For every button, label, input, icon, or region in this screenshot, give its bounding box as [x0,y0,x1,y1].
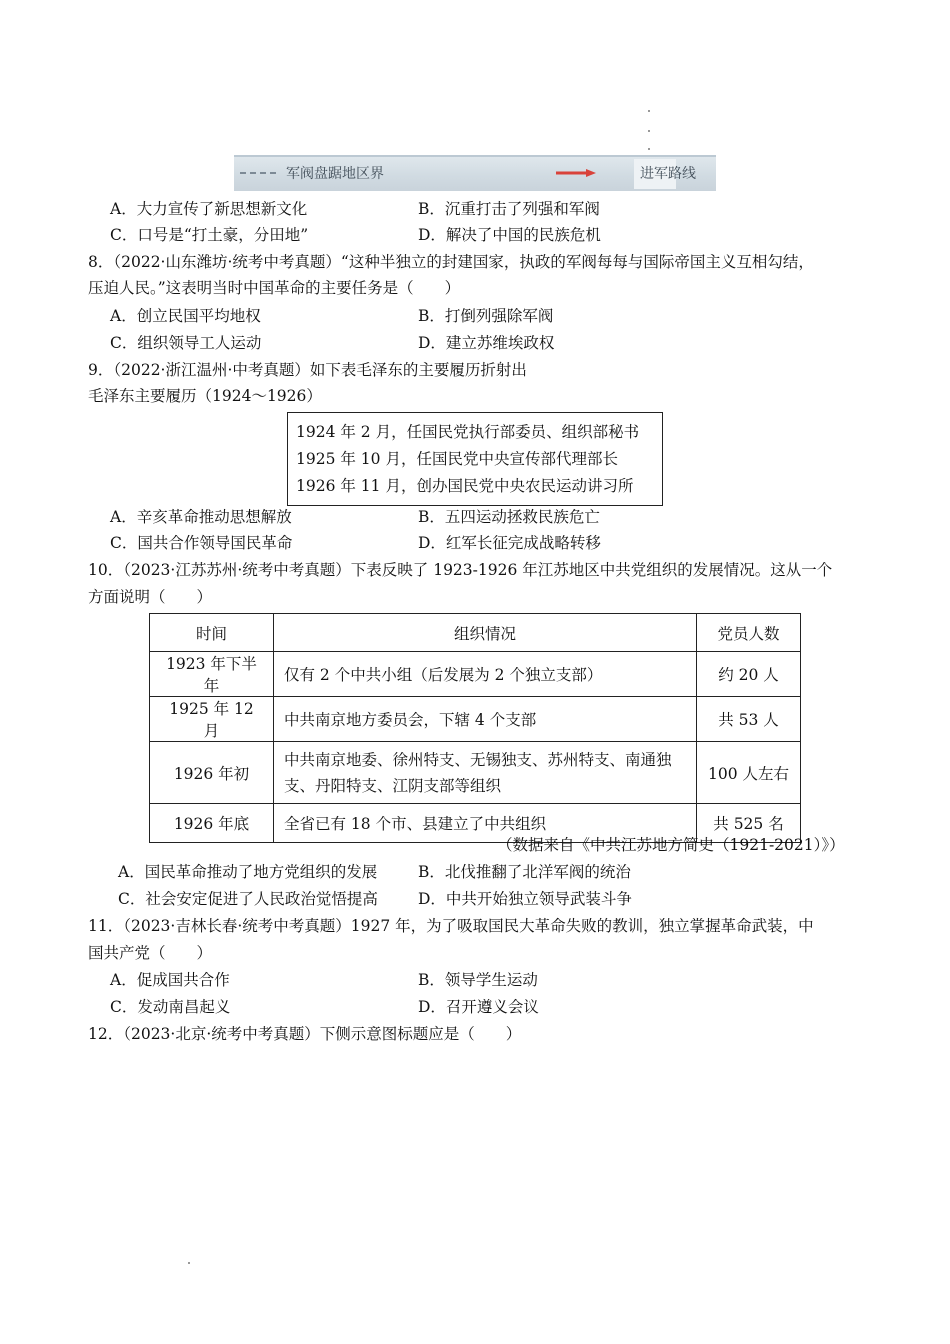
q9-resume-box [287,412,663,506]
q9-stem: 9．（2022·浙江温州·中考真题）如下表毛泽东的主要履历折射出 [88,361,527,379]
q8-stem-line1: 8．（2022·山东潍坊·统考中考真题）“这种半独立的封建国家，执政的军阀每每与国际帝国主义互相勾结， [88,253,814,271]
q11-stem-line2: 国共产党（ ） [88,944,213,962]
table-cell-time: 1926 年初 [150,742,274,804]
q10-table [149,613,801,843]
table-header-cell: 时间 [150,614,274,652]
q11-option-d[interactable]: D．召开遵义会议 [418,998,539,1016]
q8-option-a[interactable]: A．创立民国平均地权 [110,307,261,325]
q11-option-c[interactable]: C．发动南昌起义 [110,998,231,1016]
table-row [150,697,801,742]
table-cell-time: 1925 年 12 月 [150,697,274,742]
scan-dot [648,110,650,112]
q8-option-c[interactable]: C．组织领导工人运动 [110,334,262,352]
q10-source-note: （数据来自《中共江苏地方简史（1921-2021）》） [497,836,845,854]
q8-option-b[interactable]: B．打倒列强除军阀 [418,307,554,325]
q10-option-c[interactable]: C．社会安定促进了人民政治觉悟提高 [118,890,378,908]
q10-option-a[interactable]: A．国民革命推动了地方党组织的发展 [118,863,378,881]
q10-stem-line1: 10．（2023·江苏苏州·统考中考真题）下表反映了 1923-1926 年江苏地区中共党组织的发展情况。这从一个 [88,561,833,579]
table-header-cell: 组织情况 [274,614,697,652]
legend-route-label: 进军路线 [640,166,696,182]
table-header-row [150,614,801,652]
q8-option-d[interactable]: D．建立苏维埃政权 [418,334,555,352]
q9-option-b[interactable]: B．五四运动拯救民族危亡 [418,508,600,526]
scan-dot [648,130,650,132]
q10-option-b[interactable]: B．北伐推翻了北洋军阀的统治 [418,863,631,881]
q11-option-b[interactable]: B．领导学生运动 [418,971,538,989]
red-arrow-legend-icon [556,169,596,177]
map-legend [234,155,716,191]
q9-resume-row: 1926 年 11 月，创办国民党中央农民运动讲习所 [296,477,634,495]
table-cell-org: 仅有 2 个中共小组（后发展为 2 个独立支部） [274,652,697,697]
q9-option-c[interactable]: C．国共合作领导国民革命 [110,534,293,552]
q9-option-d[interactable]: D．红军长征完成战略转移 [418,534,601,552]
legend-border-label: 军阀盘踞地区界 [286,166,384,182]
q7-option-d[interactable]: D．解决了中国的民族危机 [418,226,601,244]
q7-option-b[interactable]: B．沉重打击了列强和军阀 [418,200,600,218]
table-row [150,742,801,804]
table-cell-org: 全省已有 18 个市、县建立了中共组织 [274,804,697,843]
table-cell-org: 中共南京地方委员会，下辖 4 个支部 [274,697,697,742]
scan-dot [648,148,650,150]
q7-option-c[interactable]: C．口号是“打土豪，分田地” [110,226,309,244]
q11-stem-line1: 11．（2023·吉林长春·统考中考真题）1927 年，为了吸取国民大革命失败的教训，独立掌握革命武装，中 [88,917,814,935]
table-cell-time: 1923 年下半年 [150,652,274,697]
table-cell-members: 100 人左右 [697,742,801,804]
table-cell-members: 约 20 人 [697,652,801,697]
table-cell-time: 1926 年底 [150,804,274,843]
table-cell-org: 中共南京地委、徐州特支、无锡独支、苏州特支、南通独支、丹阳特支、江阴支部等组织 [274,742,697,804]
q8-stem-line2: 压迫人民。”这表明当时中国革命的主要任务是（ ） [88,279,461,297]
q11-option-a[interactable]: A．促成国共合作 [110,971,230,989]
scan-dot [188,1262,190,1264]
q9-caption: 毛泽东主要履历（1924～1926） [88,387,322,405]
dashed-border-legend-icon [240,172,276,174]
table-row [150,652,801,697]
table-cell-members: 共 53 人 [697,697,801,742]
q10-stem-line2: 方面说明（ ） [88,588,213,606]
q7-option-a[interactable]: A．大力宣传了新思想新文化 [110,200,308,218]
table-cell-members: 共 525 名 [697,804,801,843]
q12-stem: 12．（2023·北京·统考中考真题）下侧示意图标题应是（ ） [88,1025,522,1043]
table-header-cell: 党员人数 [697,614,801,652]
q9-resume-row: 1924 年 2 月，任国民党执行部委员、组织部秘书 [296,423,640,441]
q9-resume-row: 1925 年 10 月，任国民党中央宣传部代理部长 [296,450,618,468]
q10-option-d[interactable]: D．中共开始独立领导武装斗争 [418,890,632,908]
q9-option-a[interactable]: A．辛亥革命推动思想解放 [110,508,292,526]
